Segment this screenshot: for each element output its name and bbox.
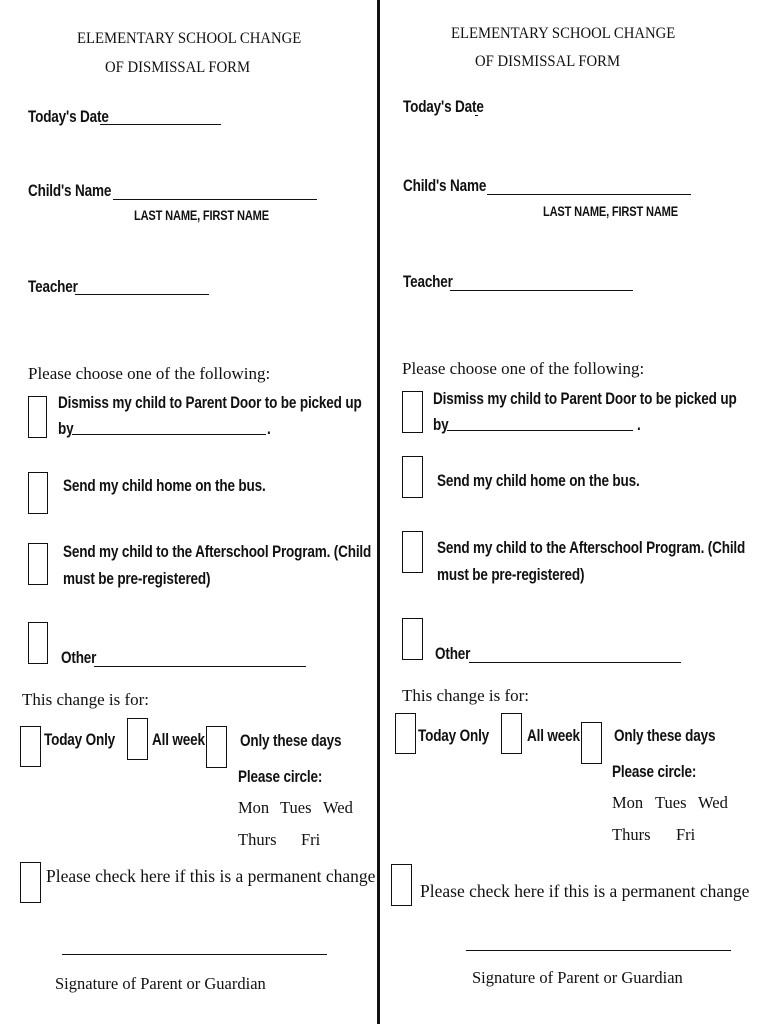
option-bus: Send my child home on the bus. <box>63 477 266 495</box>
today-only-label: Today Only <box>418 727 490 745</box>
todays-date-field[interactable] <box>475 115 478 116</box>
option-parent-door-end: . <box>637 416 641 434</box>
all-week-label: All week <box>527 727 580 745</box>
todays-date-label: Today's Date <box>403 98 484 116</box>
today-only-checkbox[interactable] <box>20 726 41 767</box>
parent-door-checkbox[interactable] <box>28 396 47 438</box>
childs-name-field[interactable] <box>487 194 691 195</box>
day-thurs[interactable]: Thurs <box>238 830 277 849</box>
other-field[interactable] <box>469 662 681 663</box>
only-these-days-label: Only these days <box>240 732 342 750</box>
signature-label: Signature of Parent or Guardian <box>472 968 683 987</box>
day-mon[interactable]: Mon <box>612 793 644 812</box>
page-divider <box>377 0 380 1024</box>
option-afterschool-line1: Send my child to the Afterschool Program. (Child <box>437 539 746 557</box>
name-hint: LAST NAME, FIRST NAME <box>543 204 678 219</box>
day-fri[interactable]: Fri <box>676 825 696 844</box>
signature-field[interactable] <box>466 950 731 951</box>
bus-checkbox[interactable] <box>402 456 423 498</box>
option-parent-door-end: . <box>267 420 271 438</box>
todays-date-field[interactable] <box>100 124 221 125</box>
form-title-line2: OF DISMISSAL FORM <box>105 59 251 76</box>
day-tues[interactable]: Tues <box>280 798 312 817</box>
all-week-checkbox[interactable] <box>501 713 522 754</box>
todays-date-label: Today's Date <box>28 108 109 126</box>
permanent-change-label: Please check here if this is a permanent change <box>46 866 376 886</box>
all-week-label: All week <box>152 731 205 749</box>
bus-checkbox[interactable] <box>28 472 48 514</box>
option-other-label: Other <box>435 645 471 663</box>
other-field[interactable] <box>94 666 306 667</box>
day-fri[interactable]: Fri <box>301 830 321 849</box>
option-parent-door-by: by <box>433 416 449 434</box>
teacher-field[interactable] <box>450 290 633 291</box>
day-mon[interactable]: Mon <box>238 798 270 817</box>
childs-name-label: Child's Name <box>403 177 487 195</box>
option-parent-door-by: by <box>58 420 74 438</box>
name-hint: LAST NAME, FIRST NAME <box>134 208 269 223</box>
please-circle-label: Please circle: <box>238 768 323 786</box>
choose-prompt: Please choose one of the following: <box>28 364 271 383</box>
only-these-days-checkbox[interactable] <box>581 722 602 764</box>
please-circle-label: Please circle: <box>612 763 697 781</box>
pickup-person-field[interactable] <box>447 430 633 431</box>
form-title-line1: ELEMENTARY SCHOOL CHANGE <box>77 30 302 47</box>
change-for-label: This change is for: <box>22 690 149 709</box>
all-week-checkbox[interactable] <box>127 718 148 760</box>
permanent-change-label: Please check here if this is a permanent change <box>420 881 750 901</box>
day-wed[interactable]: Wed <box>323 798 353 817</box>
option-bus: Send my child home on the bus. <box>437 472 640 490</box>
pickup-person-field[interactable] <box>72 434 266 435</box>
only-these-days-checkbox[interactable] <box>206 726 227 768</box>
permanent-change-checkbox[interactable] <box>391 864 412 906</box>
change-for-label: This change is for: <box>402 686 529 705</box>
choose-prompt: Please choose one of the following: <box>402 359 645 378</box>
signature-field[interactable] <box>62 954 327 955</box>
afterschool-checkbox[interactable] <box>402 531 423 573</box>
day-thurs[interactable]: Thurs <box>612 825 651 844</box>
teacher-field[interactable] <box>75 294 209 295</box>
parent-door-checkbox[interactable] <box>402 391 423 433</box>
option-parent-door-line1: Dismiss my child to Parent Door to be picked up <box>433 390 737 408</box>
option-other-label: Other <box>61 649 97 667</box>
teacher-label: Teacher <box>403 273 453 291</box>
option-afterschool-line2: must be pre-registered) <box>63 570 211 588</box>
permanent-change-checkbox[interactable] <box>20 862 41 903</box>
option-afterschool-line1: Send my child to the Afterschool Program. (Child <box>63 543 372 561</box>
afterschool-checkbox[interactable] <box>28 543 48 585</box>
other-checkbox[interactable] <box>28 622 48 664</box>
option-parent-door-line1: Dismiss my child to Parent Door to be picked up <box>58 394 362 412</box>
childs-name-field[interactable] <box>113 199 317 200</box>
day-wed[interactable]: Wed <box>698 793 728 812</box>
only-these-days-label: Only these days <box>614 727 716 745</box>
today-only-checkbox[interactable] <box>395 713 416 754</box>
form-title-line1: ELEMENTARY SCHOOL CHANGE <box>451 25 676 42</box>
teacher-label: Teacher <box>28 278 78 296</box>
signature-label: Signature of Parent or Guardian <box>55 974 266 993</box>
form-title-line2: OF DISMISSAL FORM <box>475 53 621 70</box>
day-tues[interactable]: Tues <box>655 793 687 812</box>
today-only-label: Today Only <box>44 731 116 749</box>
other-checkbox[interactable] <box>402 618 423 660</box>
option-afterschool-line2: must be pre-registered) <box>437 566 585 584</box>
childs-name-label: Child's Name <box>28 182 112 200</box>
